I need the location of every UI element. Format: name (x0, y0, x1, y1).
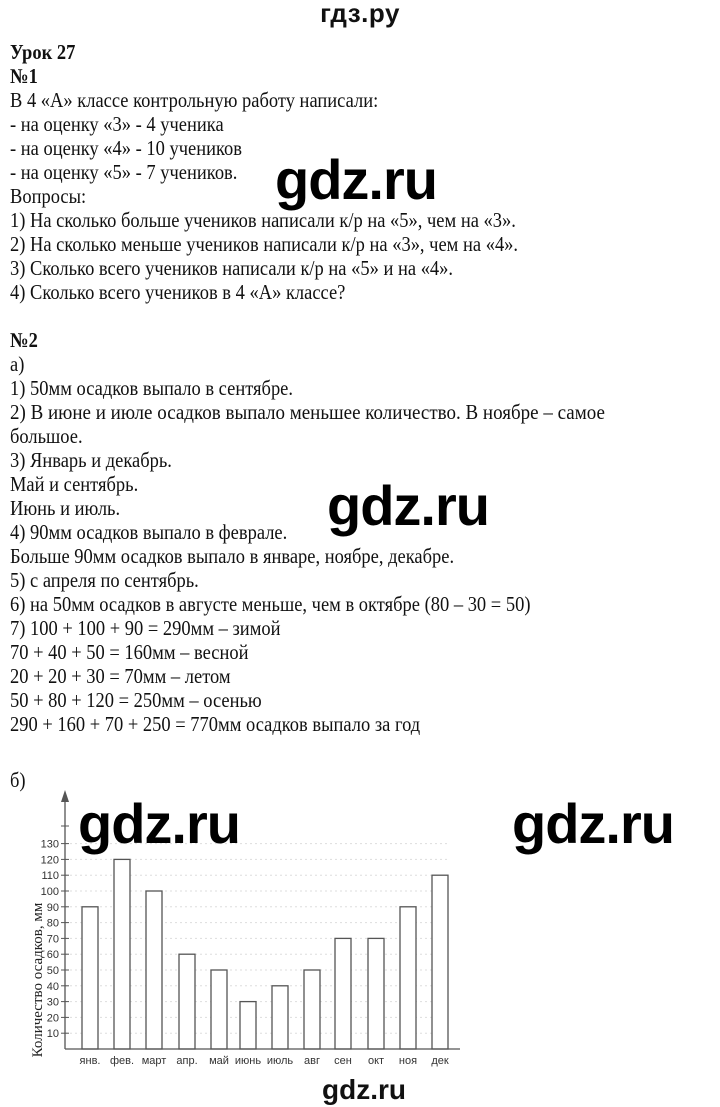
bar (335, 938, 351, 1049)
y-axis-label: Количество осадков, мм (30, 902, 46, 1058)
bar (432, 875, 448, 1049)
x-tick-label: дек (431, 1055, 449, 1067)
bar (82, 907, 98, 1049)
x-tick-label: апр. (176, 1055, 198, 1067)
answer-line: Май и сентябрь. (10, 472, 139, 496)
watermark: gdz.ru (322, 1074, 406, 1105)
watermark: gdz.ru (512, 792, 674, 855)
answer-line: 50 + 80 + 120 = 250мм – осенью (10, 688, 262, 712)
x-tick-label: сен (334, 1055, 352, 1067)
x-tick-label: ноя (398, 1055, 418, 1067)
task1-item: - на оценку «4» - 10 учеников (10, 136, 243, 160)
bar (114, 859, 130, 1049)
answer-line: 2) В июне и июле осадков выпало меньшее количество. В ноябре – самое (10, 400, 605, 424)
y-tick-label: 100 (40, 886, 59, 898)
y-tick-label: 120 (40, 854, 59, 867)
answer-line: 7) 100 + 100 + 90 = 290мм – зимой (10, 616, 281, 640)
part-b-label: б) (10, 768, 26, 792)
bar (146, 891, 162, 1049)
lesson-title: Урок 27 (10, 40, 76, 64)
watermark: gdz.ru (275, 148, 437, 211)
question: 1) На сколько больше учеников написали к/р на «5», чем на «3». (10, 208, 516, 232)
answer-line: 3) Январь и декабрь. (10, 448, 172, 472)
x-tick-label: авг (304, 1055, 320, 1067)
watermark: gdz.ru (78, 792, 240, 855)
x-tick-label: фев. (109, 1055, 135, 1067)
task1-item: - на оценку «3» - 4 ученика (10, 112, 224, 136)
task1-intro: В 4 «А» классе контрольную работу написали: (10, 88, 379, 112)
y-tick-label: 70 (46, 933, 59, 946)
answer-line: Больше 90мм осадков выпало в январе, ноябре, декабре. (10, 544, 455, 568)
answer-line: 70 + 40 + 50 = 160мм – весной (10, 640, 249, 664)
y-tick-label: 130 (40, 838, 59, 851)
y-axis-arrow-icon (61, 790, 69, 802)
bar (211, 970, 227, 1049)
question: 3) Сколько всего учеников написали к/р на «5» и на «4». (10, 256, 454, 280)
x-tick-label: янв. (79, 1055, 101, 1067)
task1-item: - на оценку «5» - 7 учеников. (10, 160, 238, 184)
y-tick-label: 20 (46, 1012, 59, 1025)
bar (179, 954, 195, 1049)
y-tick-label: 60 (46, 949, 59, 962)
answer-line: 290 + 160 + 70 + 250 = 770мм осадков выпало за год (10, 712, 421, 736)
x-tick-label: июнь (234, 1055, 262, 1067)
watermark: gdz.ru (327, 474, 489, 537)
answer-line: 4) 90мм осадков выпало в феврале. (10, 520, 288, 544)
y-tick-label: 80 (46, 917, 59, 930)
answer-line: 6) на 50мм осадков в августе меньше, чем в октябре (80 – 30 = 50) (10, 592, 531, 616)
y-tick-label: 10 (46, 1028, 59, 1041)
questions-label: Вопросы: (10, 184, 87, 208)
site-header: гдз.ру (320, 0, 400, 28)
bar (272, 986, 288, 1049)
y-tick-label: 50 (46, 965, 59, 977)
bar (368, 938, 384, 1049)
bar (240, 1002, 256, 1049)
answer-line: 5) с апреля по сентябрь. (10, 568, 199, 592)
x-tick-label: май (209, 1055, 229, 1067)
answer-line: 20 + 20 + 30 = 70мм – летом (10, 664, 231, 688)
y-tick-label: 40 (46, 980, 59, 993)
answer-line: большое. (10, 424, 83, 448)
part-a-label: а) (10, 352, 25, 376)
question: 2) На сколько меньше учеников написали к/р на «3», чем на «4». (10, 232, 519, 256)
y-tick-label: 90 (46, 901, 59, 914)
y-tick-label: 30 (46, 996, 59, 1009)
x-tick-label: окт (367, 1055, 385, 1067)
answer-line: Июнь и июль. (10, 496, 121, 520)
task2-number: №2 (10, 328, 38, 352)
bar (304, 970, 320, 1049)
question: 4) Сколько всего учеников в 4 «А» классе? (10, 280, 346, 304)
answer-line: 1) 50мм осадков выпало в сентябре. (10, 376, 294, 400)
y-tick-label: 110 (41, 870, 59, 883)
x-tick-label: март (141, 1055, 167, 1067)
bar (400, 907, 416, 1049)
x-tick-label: июль (266, 1055, 294, 1067)
task1-number: №1 (10, 64, 38, 88)
